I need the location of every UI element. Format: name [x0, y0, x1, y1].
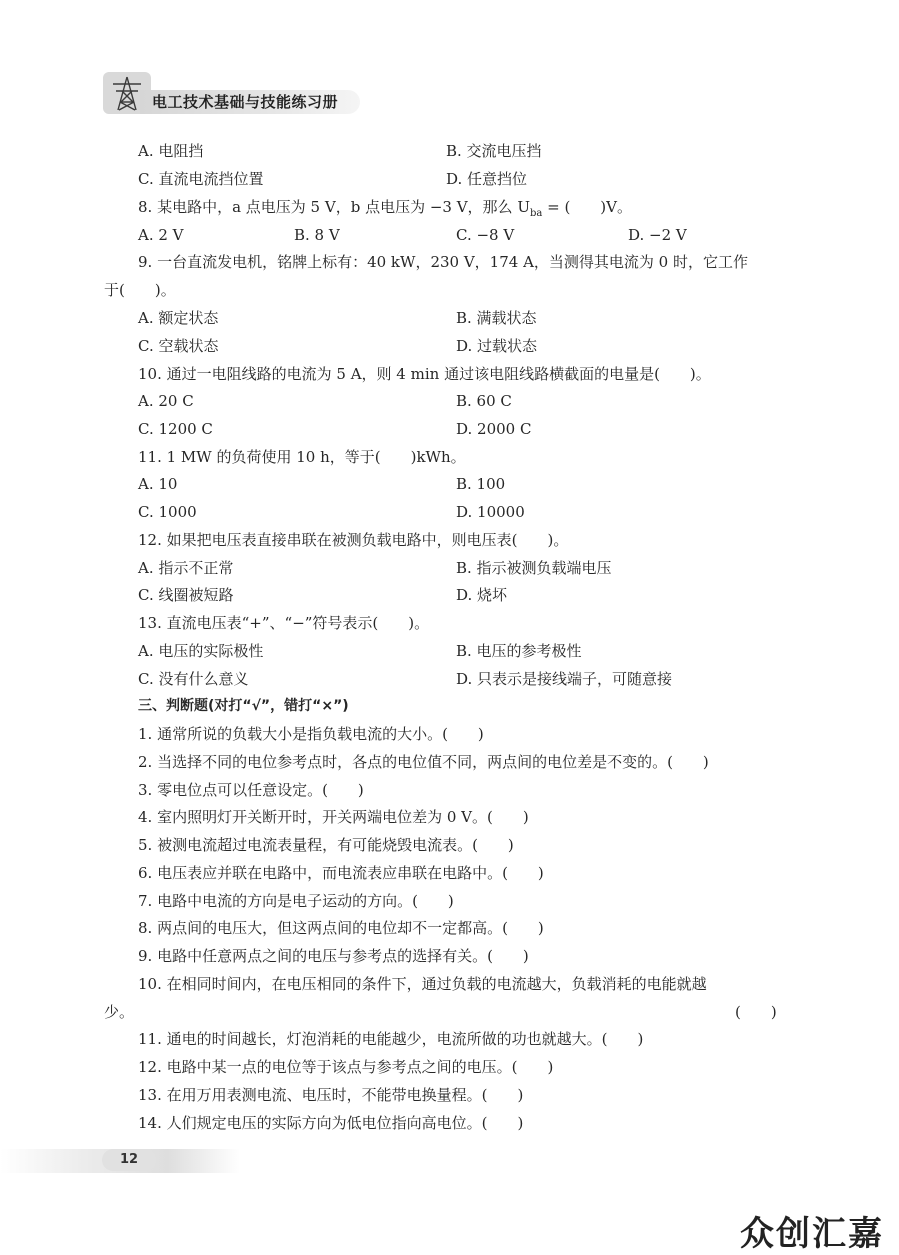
q8-subscript: ba: [529, 208, 543, 219]
judge-item-12: 12. 电路中某一点的电位等于该点与参考点之间的电压。( ): [138, 1058, 554, 1076]
q13-stem: 13. 直流电压表“+”、“−”符号表示( )。: [138, 614, 430, 632]
q13-option-a: A. 电压的实际极性: [138, 642, 264, 660]
judge-item-3: 3. 零电位点可以任意设定。( ): [138, 781, 364, 799]
q8-stem-text: 8. 某电路中，a 点电压为 5 V，b 点电压为 −3 V，那么 U: [138, 198, 530, 216]
judge-item-11: 11. 通电的时间越长，灯泡消耗的电能越少，电流所做的功也就越大。( ): [138, 1030, 644, 1048]
q9-option-c: C. 空载状态: [138, 337, 219, 355]
q9-line1: 9. 一台直流发电机，铭牌上标有：40 kW，230 V，174 A，当测得其电流为 0 时，它工作: [138, 253, 748, 271]
q11-stem: 11. 1 MW 的负荷使用 10 h，等于( )kWh。: [138, 448, 466, 466]
q10-option-b: B. 60 C: [456, 392, 512, 410]
judge-item-10-line2: 少。: [104, 1003, 135, 1021]
q9-option-d: D. 过载状态: [456, 337, 538, 355]
q11-option-a: A. 10: [138, 475, 178, 493]
q8-option-c: C. −8 V: [456, 226, 515, 244]
page-number: 12: [102, 1149, 156, 1171]
page-title: 电工技术基础与技能练习册: [152, 93, 339, 111]
q10-option-a: A. 20 C: [138, 392, 194, 410]
judge-item-1: 1. 通常所说的负载大小是指负载电流的大小。( ): [138, 725, 484, 743]
judge-item-14: 14. 人们规定电压的实际方向为低电位指向高电位。( ): [138, 1114, 524, 1132]
judge-item-10-line1: 10. 在相同时间内，在电压相同的条件下，通过负载的电流越大，负载消耗的电能就越: [138, 975, 707, 993]
q8-stem: [138, 197, 632, 224]
q13-option-d: D. 只表示是接线端子，可随意接: [456, 670, 673, 688]
q13-option-b: B. 电压的参考极性: [456, 642, 582, 660]
q9-option-b: B. 满载状态: [456, 309, 537, 327]
q12-option-d: D. 烧坏: [456, 586, 508, 604]
judge-item-7: 7. 电路中电流的方向是电子运动的方向。( ): [138, 892, 454, 910]
judge-item-6: 6. 电压表应并联在电路中，而电流表应串联在电路中。( ): [138, 864, 544, 882]
q7-option-a: A. 电阻挡: [138, 142, 204, 160]
q10-stem: 10. 通过一电阻线路的电流为 5 A，则 4 min 通过该电阻线路横截面的电量是( )。: [138, 365, 711, 383]
judge-item-9: 9. 电路中任意两点之间的电压与参考点的选择有关。( ): [138, 947, 529, 965]
q8-option-d: D. −2 V: [628, 226, 687, 244]
judge-item-4: 4. 室内照明灯开关断开时，开关两端电位差为 0 V。( ): [138, 808, 529, 826]
watermark: 众创汇嘉: [740, 1214, 884, 1254]
q8-option-b: B. 8 V: [294, 226, 340, 244]
q7-option-b: B. 交流电压挡: [446, 142, 542, 160]
q9-line2: 于( )。: [104, 281, 176, 299]
q11-option-c: C. 1000: [138, 503, 197, 521]
judge-item-10-paren: ( ): [735, 1003, 777, 1021]
judge-item-8: 8. 两点间的电压大，但这两点间的电位却不一定都高。( ): [138, 919, 544, 937]
judge-item-5: 5. 被测电流超过电流表量程，有可能烧毁电流表。( ): [138, 836, 514, 854]
q11-option-b: B. 100: [456, 475, 506, 493]
q8-option-a: A. 2 V: [138, 226, 184, 244]
section-3-title: 三、判断题(对打“√”，错打“×”): [138, 698, 349, 714]
q11-option-d: D. 10000: [456, 503, 525, 521]
q12-option-c: C. 线圈被短路: [138, 586, 234, 604]
q7-option-d: D. 任意挡位: [446, 170, 528, 188]
q12-option-a: A. 指示不正常: [138, 559, 234, 577]
q13-option-c: C. 没有什么意义: [138, 670, 249, 688]
q12-stem: 12. 如果把电压表直接串联在被测负载电路中，则电压表( )。: [138, 531, 569, 549]
q10-option-d: D. 2000 C: [456, 420, 532, 438]
judge-item-13: 13. 在用万用表测电流、电压时，不能带电换量程。( ): [138, 1086, 524, 1104]
q10-option-c: C. 1200 C: [138, 420, 213, 438]
q9-option-a: A. 额定状态: [138, 309, 219, 327]
q12-option-b: B. 指示被测负载端电压: [456, 559, 612, 577]
judge-item-2: 2. 当选择不同的电位参考点时，各点的电位值不同，两点间的电位差是不变的。( ): [138, 753, 709, 771]
q8-stem-end: = ( )V。: [542, 198, 632, 216]
q7-option-c: C. 直流电流挡位置: [138, 170, 264, 188]
